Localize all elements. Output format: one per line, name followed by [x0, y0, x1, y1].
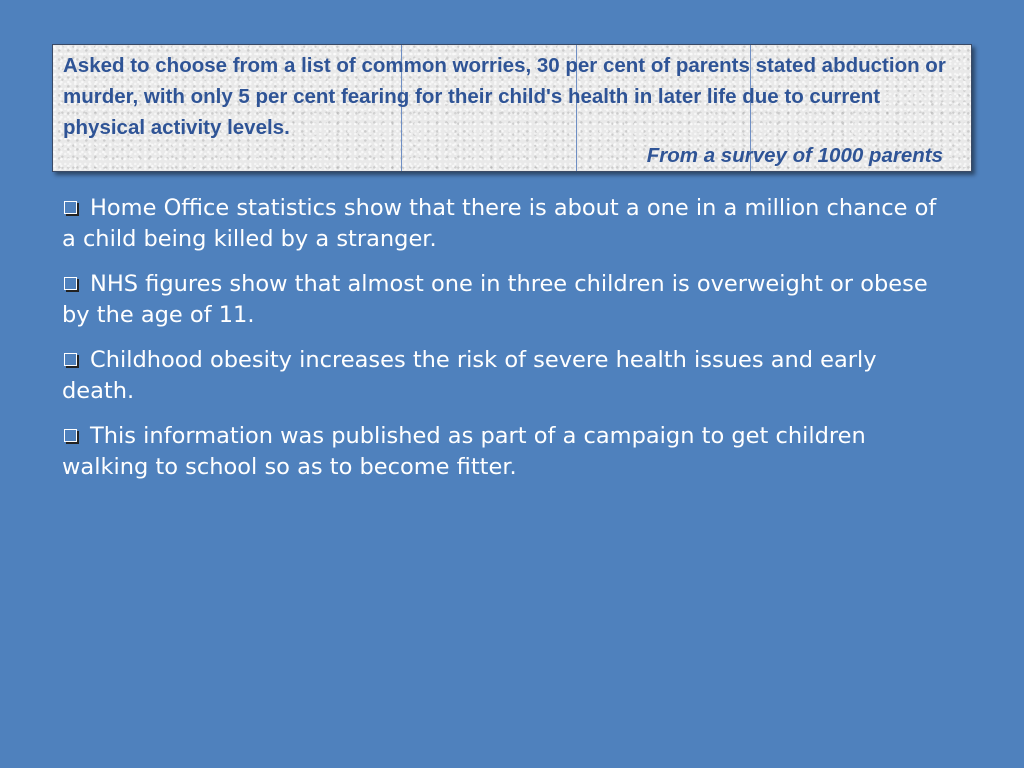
checkbox-bullet-icon — [64, 277, 77, 290]
checkbox-bullet-icon — [64, 353, 77, 366]
bullet-list — [62, 193, 952, 497]
bullet-item — [62, 269, 952, 331]
bullet-item — [62, 421, 952, 483]
survey-quote-box — [52, 44, 972, 172]
bullet-item — [62, 193, 952, 255]
bullet-text: Childhood obesity increases the risk of severe health issues and early death. — [62, 347, 877, 404]
checkbox-bullet-icon — [64, 429, 77, 442]
checkbox-bullet-icon — [64, 201, 77, 214]
survey-quote-text: Asked to choose from a list of common worries, 30 per cent of parents stated abduction or murder, with only 5 per cent fearing for their child's health in later life due to current physical activity levels. — [63, 54, 946, 139]
bullet-text: NHS figures show that almost one in three children is overweight or obese by the age of 11. — [62, 271, 928, 328]
bullet-text: Home Office statistics show that there is about a one in a million chance of a child being killed by a stranger. — [62, 195, 937, 252]
bullet-item — [62, 345, 952, 407]
bullet-text: This information was published as part of a campaign to get children walking to school so as to become fitter. — [62, 423, 866, 480]
survey-quote-source: From a survey of 1000 parents — [646, 144, 943, 167]
